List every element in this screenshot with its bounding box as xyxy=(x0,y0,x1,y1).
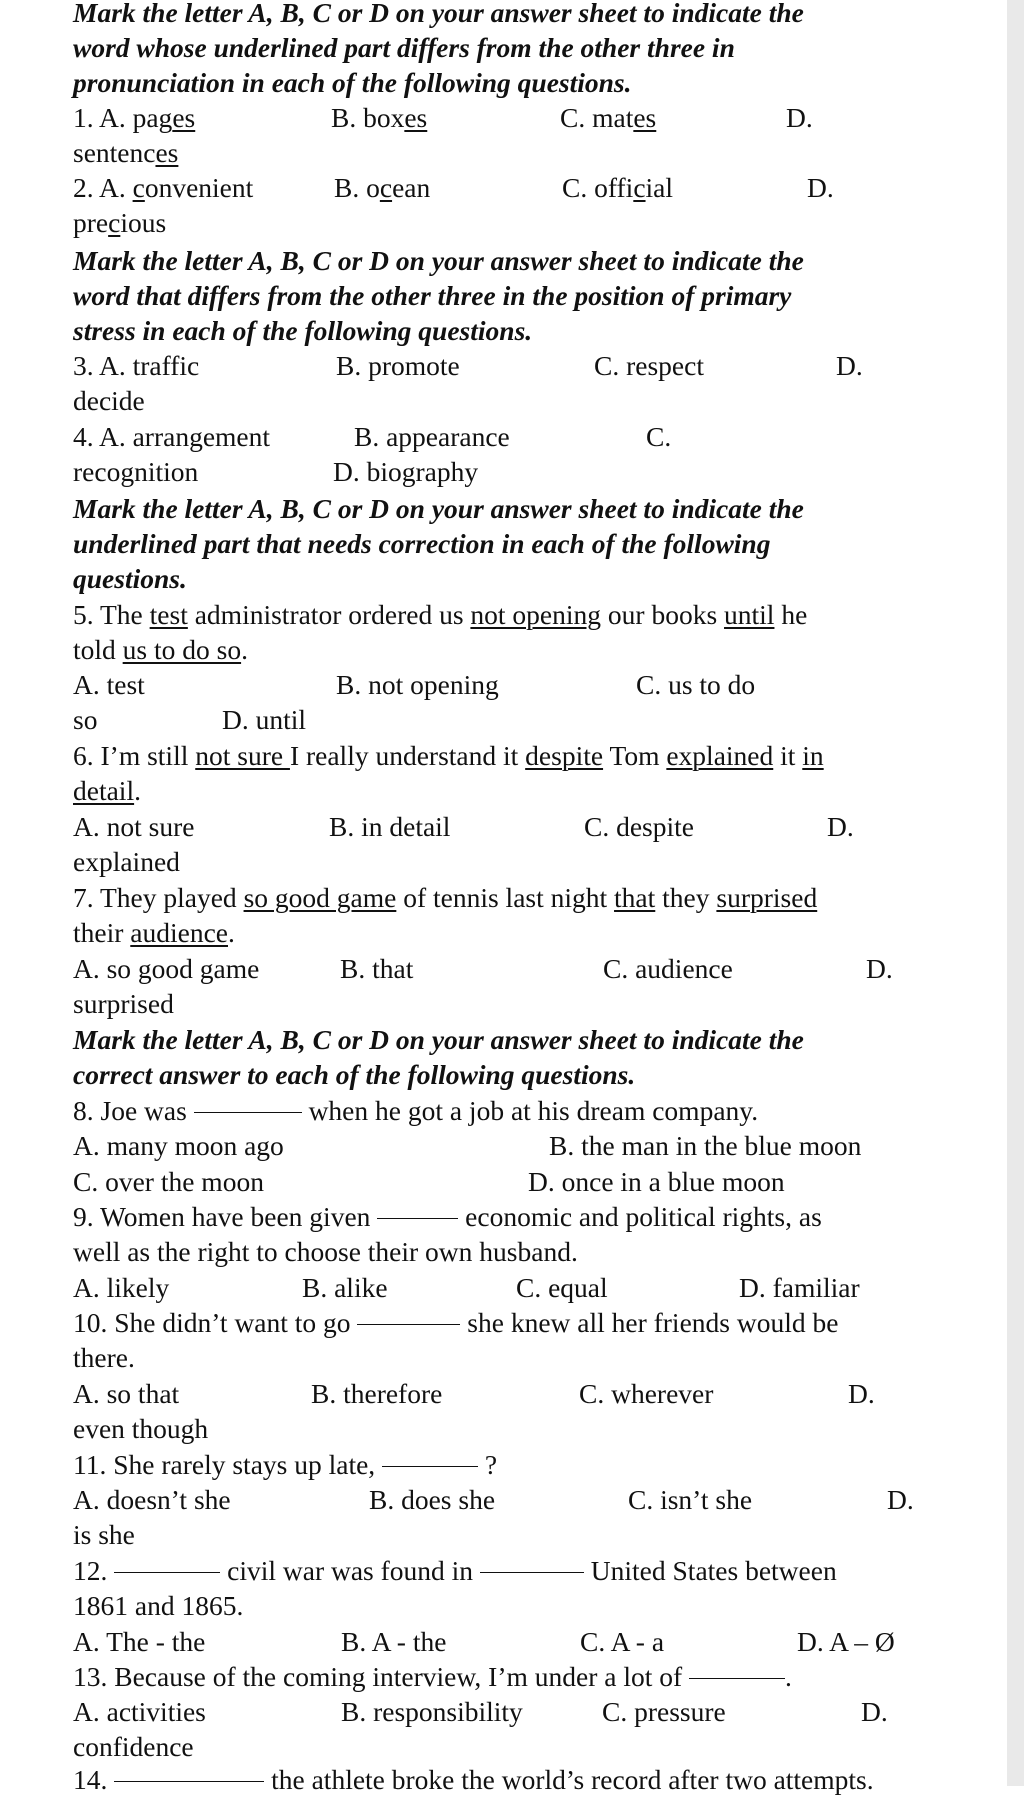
option-a: A. test xyxy=(73,669,145,700)
option-a: 3. A. traffic xyxy=(73,350,200,381)
option-d-text: surprised xyxy=(73,988,174,1019)
answer-blank xyxy=(114,1780,264,1782)
option-a: A. many moon ago xyxy=(73,1130,284,1161)
answer-blank xyxy=(114,1571,220,1573)
option-a: A. likely xyxy=(73,1272,170,1303)
question-stem: 1861 and 1865. xyxy=(73,1590,244,1621)
section-instruction: Mark the letter A, B, C or D on your answer sheet to indicate the xyxy=(73,0,804,28)
option-c: C. audience xyxy=(603,953,733,984)
option-d: D. xyxy=(866,953,893,984)
section-instruction: Mark the letter A, B, C or D on your answer sheet to indicate the xyxy=(73,493,804,524)
option-d: D. A – Ø xyxy=(797,1626,895,1657)
option-c: C. respect xyxy=(594,350,704,381)
question-stem: there. xyxy=(73,1342,135,1373)
option-b: B. therefore xyxy=(311,1378,443,1409)
question-stem: 5. The test administrator ordered us not opening our books until he xyxy=(73,599,808,630)
section-instruction: Mark the letter A, B, C or D on your answer sheet to indicate the xyxy=(73,245,804,276)
answer-blank xyxy=(357,1323,460,1325)
section-instruction: word that differs from the other three in the position of primary xyxy=(73,280,792,311)
section-instruction: stress in each of the following questions. xyxy=(73,315,533,346)
option-b: B. ocean xyxy=(334,172,431,203)
question-stem: well as the right to choose their own husband. xyxy=(73,1236,578,1267)
option-a: 1. A. pages xyxy=(73,102,196,133)
section-instruction: pronunciation in each of the following questions. xyxy=(73,67,632,98)
option-a: A. so good game xyxy=(73,953,260,984)
option-b: B. not opening xyxy=(336,669,499,700)
option-c: C. xyxy=(646,421,672,452)
option-d: D. xyxy=(786,102,813,133)
option-d: D. biography xyxy=(333,456,479,487)
answer-blank xyxy=(689,1677,785,1679)
option-c-text: recognition xyxy=(73,456,199,487)
question-stem: 8. Joe was when he got a job at his dream company. xyxy=(73,1095,759,1126)
answer-blank xyxy=(377,1217,458,1219)
option-d-text: explained xyxy=(73,846,180,877)
section-instruction: underlined part that needs correction in each of the following xyxy=(73,528,771,559)
option-b: B. that xyxy=(340,953,414,984)
section-instruction: word whose underlined part differs from the other three in xyxy=(73,32,735,63)
option-b: B. A - the xyxy=(341,1626,447,1657)
page-edge xyxy=(1007,0,1024,1786)
answer-blank xyxy=(480,1571,584,1573)
option-b: B. in detail xyxy=(329,811,451,842)
option-c: C. equal xyxy=(516,1272,608,1303)
option-b: B. promote xyxy=(336,350,460,381)
option-b: B. responsibility xyxy=(341,1696,523,1727)
question-stem: told us to do so. xyxy=(73,634,248,665)
option-c: C. official xyxy=(562,172,674,203)
option-d: D. once in a blue moon xyxy=(528,1166,785,1197)
option-d-text: confidence xyxy=(73,1731,194,1762)
option-a: A. not sure xyxy=(73,811,195,842)
question-stem: 11. She rarely stays up late, ? xyxy=(73,1449,498,1480)
option-d: D. until xyxy=(222,704,307,735)
option-c: C. pressure xyxy=(602,1696,726,1727)
option-d: D. xyxy=(807,172,834,203)
option-a: 4. A. arrangement xyxy=(73,421,271,452)
option-c: C. us to do xyxy=(636,669,756,700)
question-stem: 10. She didn’t want to go she knew all her friends would be xyxy=(73,1307,839,1338)
question-stem: 13. Because of the coming interview, I’m under a lot of . xyxy=(73,1661,792,1692)
option-b: B. alike xyxy=(302,1272,388,1303)
option-b: B. boxes xyxy=(331,102,428,133)
question-stem: detail. xyxy=(73,775,141,806)
option-b: B. appearance xyxy=(354,421,510,452)
question-stem: their audience. xyxy=(73,917,235,948)
section-instruction: Mark the letter A, B, C or D on your answer sheet to indicate the xyxy=(73,1024,804,1055)
option-a: 2. A. convenient xyxy=(73,172,254,203)
option-b: B. the man in the blue moon xyxy=(549,1130,862,1161)
question-stem: 6. I’m still not sure I really understand it despite Tom explained it in xyxy=(73,740,824,771)
option-a: A. doesn’t she xyxy=(73,1484,231,1515)
option-d-text: sentences xyxy=(73,137,179,168)
option-d-text: is she xyxy=(73,1519,135,1550)
answer-blank xyxy=(194,1111,302,1113)
option-d: D. xyxy=(848,1378,875,1409)
option-d-text: precious xyxy=(73,207,167,238)
question-stem-cut: 14. the athlete broke the world’s record after two attempts. xyxy=(73,1764,874,1795)
option-d-text: even though xyxy=(73,1413,209,1444)
option-d: D. familiar xyxy=(739,1272,860,1303)
option-d-text: decide xyxy=(73,385,145,416)
question-stem: 9. Women have been given economic and political rights, as xyxy=(73,1201,822,1232)
option-d: D. xyxy=(861,1696,888,1727)
option-a: A. The - the xyxy=(73,1626,206,1657)
option-c: C. despite xyxy=(584,811,694,842)
option-c: C. isn’t she xyxy=(628,1484,753,1515)
option-a: A. so that xyxy=(73,1378,180,1409)
answer-blank xyxy=(382,1465,478,1467)
option-b: B. does she xyxy=(369,1484,496,1515)
section-instruction: correct answer to each of the following questions. xyxy=(73,1059,636,1090)
option-a: A. activities xyxy=(73,1696,206,1727)
option-c: C. A - a xyxy=(580,1626,665,1657)
option-d: D. xyxy=(887,1484,914,1515)
option-c: C. wherever xyxy=(579,1378,714,1409)
option-c: C. mates xyxy=(560,102,657,133)
option-d: D. xyxy=(836,350,863,381)
option-c-text: so xyxy=(73,704,98,735)
option-c: C. over the moon xyxy=(73,1166,264,1197)
question-stem: 7. They played so good game of tennis last night that they surprised xyxy=(73,882,818,913)
option-d: D. xyxy=(827,811,854,842)
section-instruction: questions. xyxy=(73,563,187,594)
question-stem: 12. civil war was found in United States between xyxy=(73,1555,837,1586)
